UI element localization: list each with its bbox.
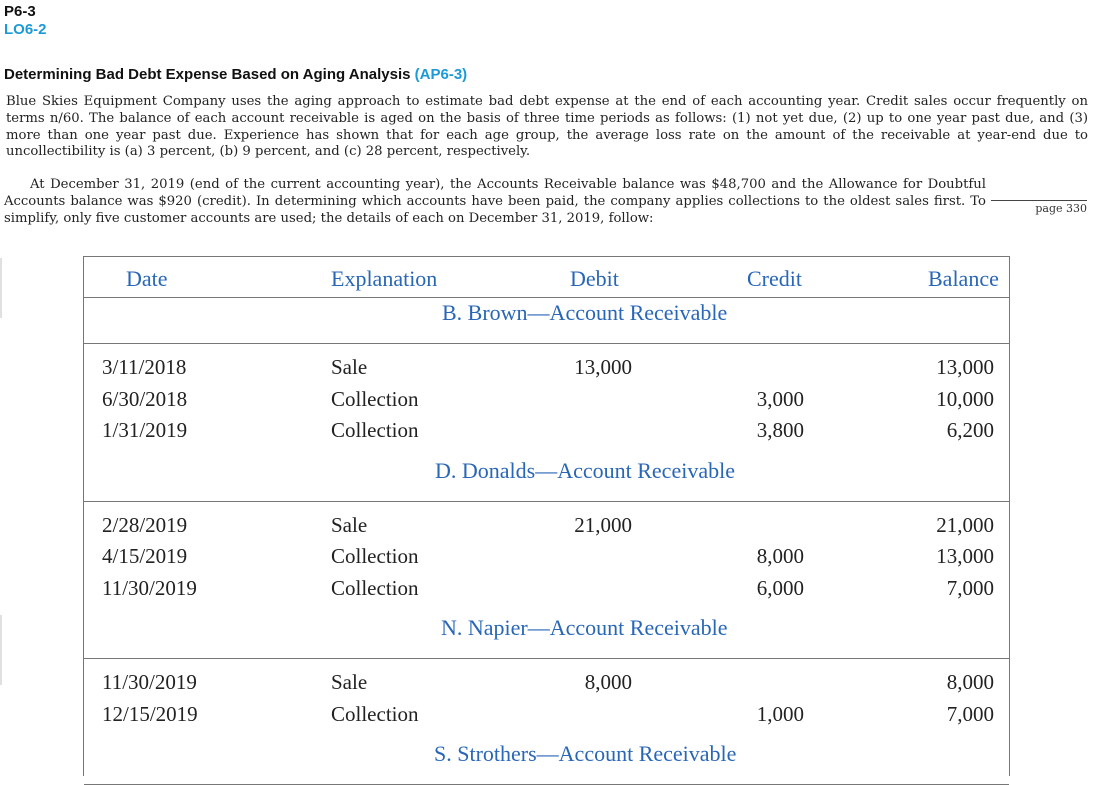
cell-date: 12/15/2019: [102, 701, 198, 726]
cell-date: 6/30/2018: [102, 386, 188, 411]
problem-title-ref: (AP6-3): [414, 66, 468, 83]
cell-credit: 8,000: [756, 544, 804, 568]
cell-balance: 6,200: [946, 418, 994, 442]
problem-title-text: Determining Bad Debt Expense Based on Aging Analysis: [4, 66, 411, 83]
cell-credit: 3,000: [756, 386, 804, 411]
account-separator: [84, 501, 1009, 502]
cell-explanation: Collection: [331, 575, 419, 600]
problem-title: [4, 66, 467, 83]
header-date: Date: [126, 266, 168, 291]
cell-balance: 13,000: [936, 544, 994, 568]
cell-credit: 6,000: [756, 575, 804, 600]
ledger-table: [83, 256, 1010, 776]
cell-date: 1/31/2019: [102, 418, 188, 442]
account-title: N. Napier—Account Receivable: [441, 615, 728, 640]
account-separator: [84, 658, 1009, 659]
cell-balance: 7,000: [946, 575, 994, 600]
ledger-header-row: [84, 256, 1009, 298]
cell-balance: 21,000: [936, 512, 994, 537]
cell-explanation: Collection: [331, 418, 419, 442]
cell-date: 2/28/2019: [102, 512, 188, 537]
cell-credit: 3,800: [756, 418, 804, 442]
cell-explanation: Sale: [331, 355, 368, 379]
cell-balance: 8,000: [946, 670, 994, 694]
account-title: S. Strothers—Account Receivable: [434, 741, 737, 766]
margin-rule: [0, 258, 2, 318]
account-title: B. Brown—Account Receivable: [442, 300, 728, 325]
table-row: [84, 387, 1009, 419]
cell-balance: 10,000: [936, 386, 994, 411]
cell-date: 4/15/2019: [102, 544, 188, 568]
header-explanation: Explanation: [331, 266, 438, 291]
cell-date: 3/11/2018: [102, 355, 187, 379]
problem-paragraph-1: Blue Skies Equipment Company uses the aging approach to estimate bad debt expense at the end of each accounting year. Credit sales occur frequently on terms n/60. The balance of each account receivable is aged on the basis of three time periods as follows: (1) not yet due, (2) up to one year past due, and (3) more than one year past due. Experience has shown that for each age group, the average loss rate on the amount of the receivable at year-end due to uncollectibility is (a) 3 percent, (b) 9 percent, and (c) 28 percent, respectively.: [6, 94, 1088, 160]
cell-explanation: Sale: [331, 512, 368, 537]
table-row: [84, 355, 1009, 387]
cell-explanation: Collection: [331, 544, 419, 568]
table-row: [84, 702, 1009, 734]
cell-debit: 21,000: [574, 512, 632, 537]
cell-explanation: Collection: [331, 386, 419, 411]
problem-id: P6-3: [4, 3, 36, 20]
table-row: [84, 513, 1009, 545]
margin-rule: [0, 615, 2, 685]
cell-explanation: Sale: [331, 670, 368, 694]
table-row: [84, 576, 1009, 608]
header-debit: Debit: [570, 266, 619, 291]
learning-objective: LO6-2: [4, 21, 47, 38]
problem-paragraph-2: At December 31, 2019 (end of the current accounting year), the Accounts Receivable balance was $48,700 and the Allowance for Doubtful Accounts balance was $920 (credit). In determining which accounts have been paid, the company applies collections to the oldest sales first. To simplify, only five customer accounts are used; the details of each on December 31, 2019, follow:: [4, 177, 986, 226]
account-title: D. Donalds—Account Receivable: [435, 457, 735, 483]
table-row: [84, 544, 1009, 576]
account-separator: [84, 343, 1009, 344]
cell-date: 11/30/2019: [102, 670, 197, 694]
cell-balance: 13,000: [936, 355, 994, 379]
header-credit: Credit: [747, 266, 802, 291]
page-number-label: page 330: [991, 200, 1087, 215]
cell-credit: 1,000: [756, 701, 804, 726]
cell-balance: 7,000: [946, 701, 994, 726]
table-row: [84, 670, 1009, 702]
cell-explanation: Collection: [331, 701, 419, 726]
table-row: [84, 418, 1009, 450]
header-balance: Balance: [928, 266, 999, 291]
cell-debit: 13,000: [574, 355, 632, 379]
cell-date: 11/30/2019: [102, 575, 197, 600]
cell-debit: 8,000: [584, 670, 632, 694]
